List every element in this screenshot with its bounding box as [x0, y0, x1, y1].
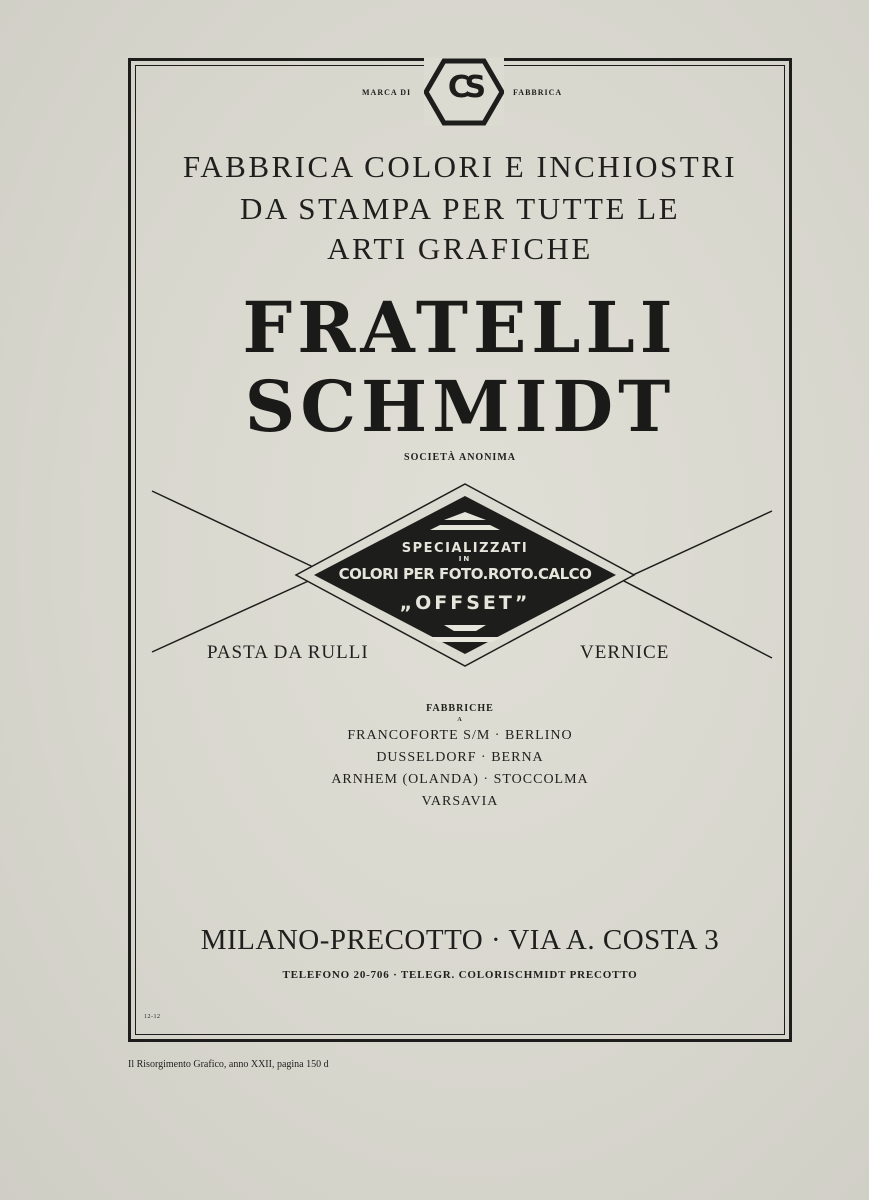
address: MILANO-PRECOTTO · VIA A. COSTA 3	[200, 924, 720, 956]
emblem-line-4: „OFFSET”	[399, 592, 531, 614]
factories-sub: A	[457, 717, 463, 723]
factory-line: DUSSELDORF · BERNA	[376, 750, 544, 765]
headline-line-2: DA STAMPA PER TUTTE LE	[239, 191, 681, 226]
product-left: PASTA DA RULLI	[207, 642, 369, 663]
brand-name-line-2: SCHMIDT	[244, 365, 676, 448]
print-code: 12-12	[144, 1014, 161, 1020]
emblem-line-1: SPECIALIZZATI	[401, 541, 529, 556]
headline-line-1: FABBRICA COLORI E INCHIOSTRI	[182, 149, 738, 184]
company-type: SOCIETÀ ANONIMA	[404, 452, 516, 463]
factory-line: ARNHEM (OLANDA) · STOCCOLMA	[331, 772, 589, 787]
brand-name-line-1: FRATELLI	[242, 286, 678, 369]
factory-line: VARSAVIA	[421, 794, 499, 809]
headline-line-3: ARTI GRAFICHE	[327, 231, 593, 266]
trademark-right-label: FABBRICA	[513, 88, 563, 97]
emblem-line-2: IN	[458, 555, 472, 563]
factory-line: FRANCOFORTE S/M · BERLINO	[347, 728, 573, 743]
trademark-left-label: MARCA DI	[362, 88, 412, 97]
emblem-line-3: COLORI PER FOTO.ROTO.CALCO	[338, 565, 592, 583]
factories-block	[150, 703, 770, 813]
logo-letters: CS	[447, 70, 481, 105]
product-right: VERNICE	[580, 642, 670, 663]
source-caption: Il Risorgimento Grafico, anno XXII, pagina 150 d	[128, 1059, 329, 1070]
factories-heading: FABBRICHE	[426, 703, 494, 714]
phone-telegraph: TELEFONO 20-706 · TELEGR. COLORISCHMIDT PRECOTTO	[282, 969, 638, 981]
